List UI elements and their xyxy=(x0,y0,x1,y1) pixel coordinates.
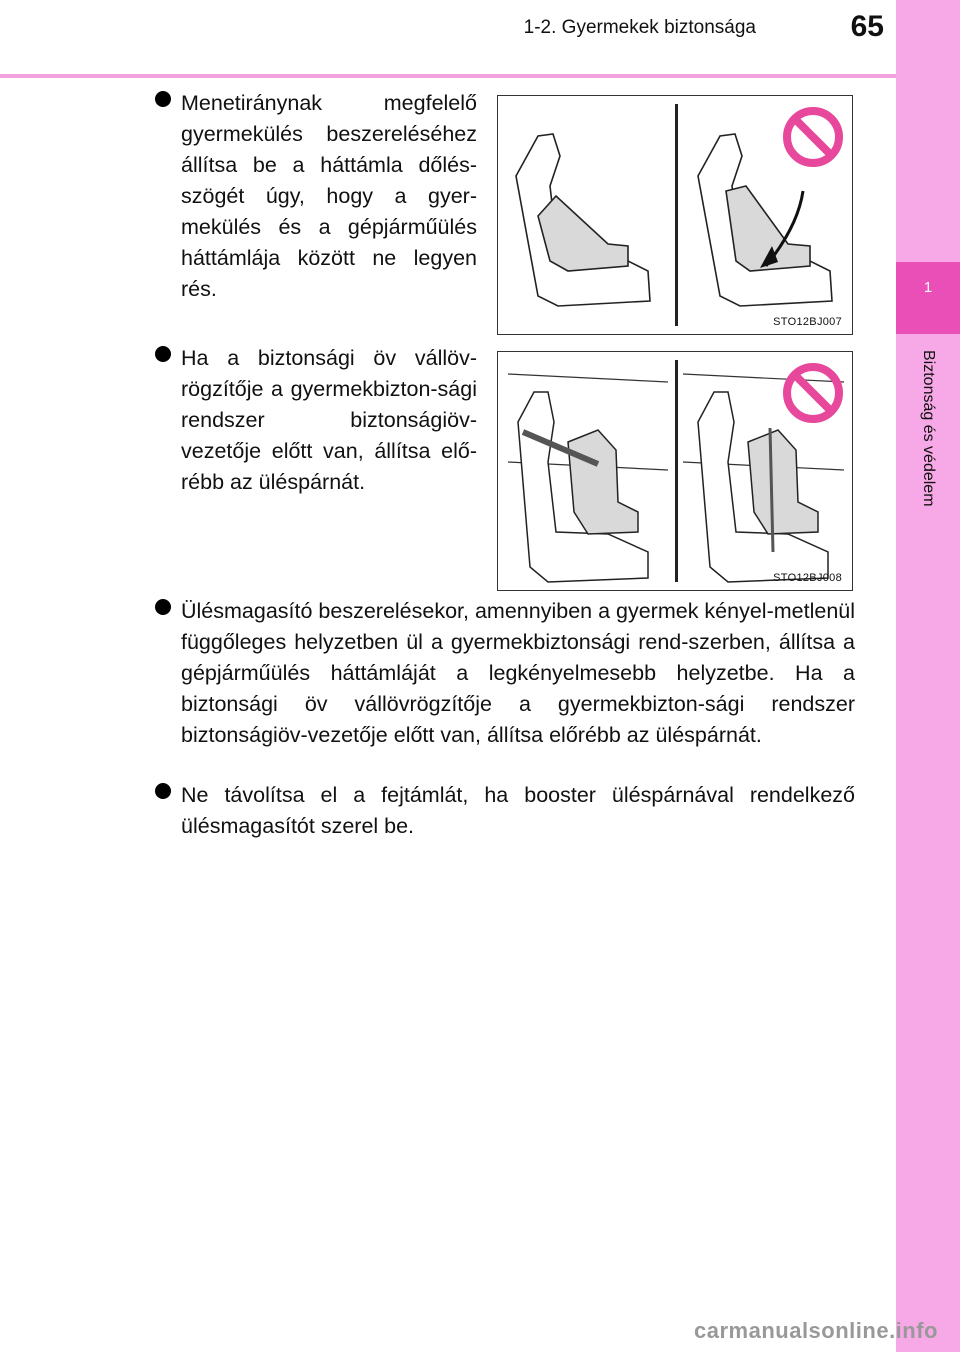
bullet-dot-icon xyxy=(155,346,171,362)
figure-code: STO12BJ007 xyxy=(773,316,842,328)
bullet-text: Ha a biztonsági öv vállöv-rögzítője a gyermekbizton-sági rendszer biztonságiöv-vezetője előtt van, állítsa elő-rébb az üléspárnát. xyxy=(181,346,477,494)
bullet-dot-icon xyxy=(155,599,171,615)
chapter-title-vertical xyxy=(915,350,941,590)
figure-seat-recline xyxy=(497,95,853,335)
figure-code: STO12BJ008 xyxy=(773,572,842,584)
watermark: carmanualsonline.info xyxy=(694,1318,938,1343)
prohibition-icon xyxy=(782,106,844,168)
bullet-text: Ülésmagasító beszerelésekor, amennyiben a gyermek kényel-metlenül függőleges helyzetben ül a gyermekbiztonsági rend-szerben, állítsa a gépjárműülés háttámláját a legkényelmesebb helyzetbe. Ha a biztonsági öv vállövrögzítője a gyermekbizton-sági rendszer biztonságiöv-vezetője előtt van, állítsa előrébb az üléspárnát. xyxy=(181,599,856,747)
chapter-side-tab xyxy=(896,0,960,1352)
chapter-title: Biztonság és védelem xyxy=(920,350,937,507)
chapter-number: 1 xyxy=(896,262,960,334)
bullet-text: Ne távolítsa el a fejtámlát, ha booster üléspárnával rendelkező ülésmagasítót szerel be. xyxy=(181,783,855,838)
figure-divider xyxy=(675,104,678,326)
header-rule xyxy=(0,74,896,78)
bullet-dot-icon xyxy=(155,91,171,107)
bullet-dot-icon xyxy=(155,783,171,799)
figure-belt-guide xyxy=(497,351,853,591)
page-number: 65 xyxy=(850,10,884,43)
page-header xyxy=(0,0,896,80)
bullet-text: Menetiránynak megfelelő gyermekülés beszereléséhez állítsa be a háttámla dőlés-szögét úgy, hogy a gyer-mekülés és a gépjárműülés háttámlája között ne legyen rés. xyxy=(181,91,477,301)
figure-divider xyxy=(675,360,678,582)
prohibition-icon xyxy=(782,362,844,424)
section-title: 1-2. Gyermekek biztonsága xyxy=(523,17,756,38)
